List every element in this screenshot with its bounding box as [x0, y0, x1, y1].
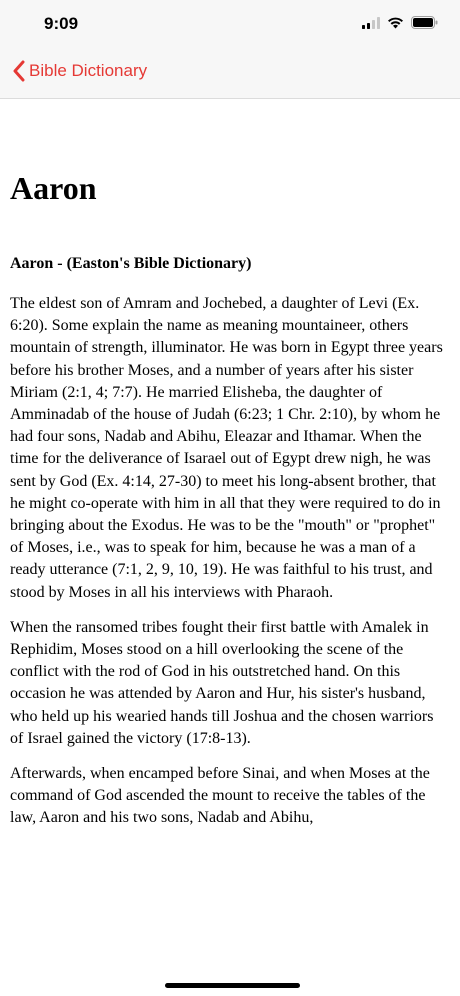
entry-content[interactable] [0, 99, 460, 894]
status-time: 9:09 [44, 14, 79, 33]
entry-paragraph-3: Afterwards, when encamped before Sinai, and when Moses at the command of God ascended the mount to receive the tables of the law, Aaron and his two sons, Nadab and Abihu, [10, 765, 430, 827]
wifi-icon [387, 17, 404, 29]
home-indicator[interactable] [165, 983, 300, 988]
entry-paragraph-1: The eldest son of Amram and Jochebed, a daughter of Levi (Ex. 6:20). Some explain the name as meaning mountaineer, others mountain of strength, illuminator. He was born in Egypt three years before his brother Moses, and a number of years after his sister Miriam (2:1, 4; 7:7). He married Elisheba, the daughter of Amminadab of the house of Judah (6:23; 1 Chr. 2:10), by whom he had four sons, Nadab and Abihu, Eleazar and Ithamar. When the time for the deliverance of Isarael out of Egypt drew nigh, he was sent by God (Ex. 4:14, 27-30) to meet his long-absent brother, that he might co-operate with him in all that they were required to do in bringing about the Exodus. He was to be the "mouth" or "prophet" of Moses, i.e., was to speak for him, because he was a man of a ready utterance (7:1, 2, 9, 10, 19). He was faithful to his trust, and stood by Moses in all his interviews with Pharaoh. [10, 295, 443, 601]
status-icons [362, 16, 438, 29]
chevron-left-icon [12, 60, 25, 82]
entry-source-heading: Aaron - (Easton's Bible Dictionary) [10, 255, 252, 272]
status-bar [0, 0, 460, 50]
back-button-label: Bible Dictionary [29, 61, 148, 80]
entry-title: Aaron [10, 170, 97, 206]
entry-paragraph-2: When the ransomed tribes fought their first battle with Amalek in Rephidim, Moses stood on a hill overlooking the scene of the conflict with the rod of God in his outstretched hand. On this occasion he was attended by Aaron and Hur, his sister's husband, who held up his wearied hands till Joshua and the chosen warriors of Israel gained the victory (17:8-13). [10, 618, 434, 747]
cellular-signal-icon [362, 17, 380, 29]
back-button[interactable] [12, 60, 147, 82]
navigation-bar [0, 50, 460, 99]
battery-icon [411, 16, 438, 29]
